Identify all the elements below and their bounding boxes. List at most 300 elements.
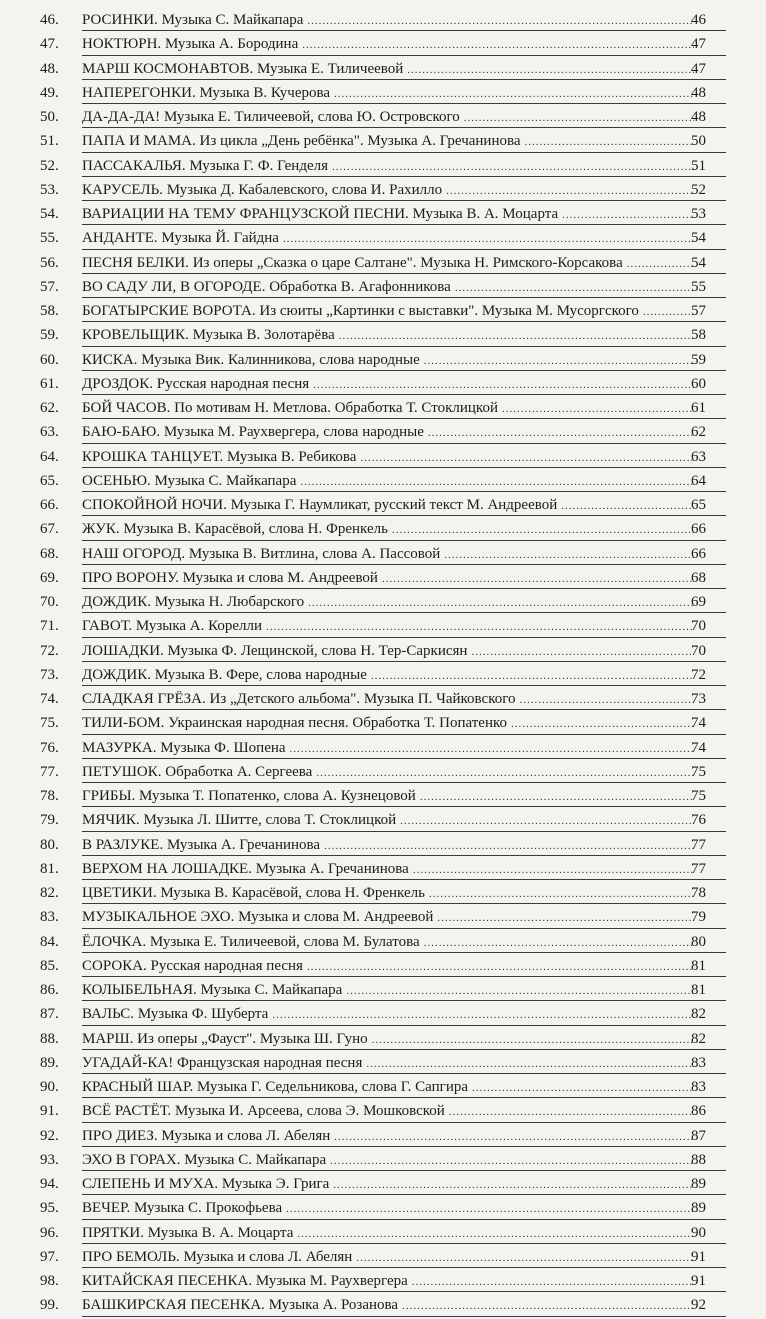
row-rule <box>82 1267 726 1268</box>
entry-page-number: 88 <box>691 1151 706 1168</box>
entry-number: 62. <box>40 400 59 416</box>
entry-description: Французская народная песня <box>173 1054 363 1071</box>
entry-page-number: 91 <box>691 1248 706 1265</box>
row-rule <box>82 1097 726 1098</box>
entry-page-number: 65 <box>691 497 706 513</box>
entry-page-number: 58 <box>691 327 706 344</box>
entry-title: ПАССАКАЛЬЯ. <box>82 157 186 174</box>
entry-number: 80. <box>40 836 59 853</box>
entry-page-number: 52 <box>691 181 706 198</box>
row-rule <box>82 443 726 444</box>
entry-page-number: 89 <box>691 1176 706 1192</box>
toc-entry <box>0 711 766 735</box>
entry-title: ОСЕНЬЮ. <box>82 472 151 489</box>
entry-description: Музыка Д. Кабалевского, слова И. Рахилло <box>162 181 443 198</box>
entry-title: НОКТЮРН. <box>82 36 162 53</box>
entry-number: 91. <box>40 1103 59 1120</box>
entry-number: 99. <box>40 1297 59 1314</box>
entry-title: ПРО ВОРОНУ. <box>82 569 179 586</box>
toc-entry <box>0 881 766 905</box>
entry-page-number: 77 <box>691 836 706 853</box>
row-rule <box>82 1073 726 1074</box>
entry-description: Музыка Ф. Шуберта <box>134 1006 269 1023</box>
entry-number: 76. <box>40 739 59 756</box>
entry-title: БАШКИРСКАЯ ПЕСЕНКА. <box>82 1297 265 1314</box>
entry-number: 68. <box>40 545 59 562</box>
entry-page-number: 50 <box>691 133 706 150</box>
toc-entry <box>0 372 766 396</box>
entry-description: Музыка Е. Тиличеевой, слова М. Булатова <box>146 933 420 950</box>
entry-number: 70. <box>40 594 59 610</box>
entry-title: ПАПА И МАМА. <box>82 133 196 150</box>
entry-title: БОГАТЫРСКИЕ ВОРОТА. <box>82 303 256 319</box>
entry-number: 94. <box>40 1176 59 1192</box>
entry-title: В РАЗЛУКЕ. <box>82 836 164 853</box>
toc-entry <box>0 1099 766 1123</box>
toc-entry <box>0 202 766 226</box>
entry-page-number: 87 <box>691 1127 706 1144</box>
entry-title: МАЗУРКА. <box>82 739 157 756</box>
toc-entry <box>0 493 766 517</box>
entry-page-number: 55 <box>691 278 706 295</box>
toc-entry <box>0 663 766 687</box>
toc-entry <box>0 833 766 857</box>
entry-title: СЛАДКАЯ ГРЁЗА. <box>82 691 206 707</box>
entry-page-number: 54 <box>691 254 706 271</box>
toc-entry <box>0 1245 766 1269</box>
row-rule <box>82 394 726 395</box>
toc-entry <box>0 736 766 760</box>
toc-entry <box>0 760 766 784</box>
entry-page-number: 66 <box>691 545 706 562</box>
entry-description: Украинская народная песня. Обработка Т. Попатенко <box>164 715 508 732</box>
row-rule <box>82 370 726 371</box>
entry-number: 60. <box>40 351 59 368</box>
entry-number: 69. <box>40 569 59 586</box>
entry-title: УГАДАЙ-КА! <box>82 1054 174 1071</box>
row-rule <box>82 685 726 686</box>
entry-title: ГАВОТ. <box>82 618 133 635</box>
entry-description: Музыка Т. Попатенко, слова А. Кузнецовой <box>135 788 416 804</box>
row-rule <box>82 952 726 953</box>
row-rule <box>82 564 726 565</box>
entry-title: РОСИНКИ. <box>82 12 158 28</box>
entry-number: 52. <box>40 157 59 174</box>
entry-description: Музыка С. Майкапара <box>150 472 297 489</box>
toc-entry <box>0 396 766 420</box>
entry-title: ДОЖДИК. <box>82 594 151 610</box>
toc-entry <box>0 639 766 663</box>
entry-page-number: 54 <box>691 230 706 247</box>
entry-number: 81. <box>40 860 59 877</box>
entry-description: Музыка Ф. Лещинской, слова Н. Тер-Саркисян <box>163 642 468 659</box>
entry-page-number: 59 <box>691 351 706 368</box>
entry-description: Музыка А. Розанова <box>264 1297 399 1314</box>
entry-page-number: 72 <box>691 666 706 683</box>
entry-description: Музыка С. Майкапара <box>196 982 343 998</box>
entry-description: Обработка А. Сергеева <box>161 763 313 780</box>
entry-number: 66. <box>40 497 59 513</box>
entry-number: 88. <box>40 1030 59 1047</box>
entry-title: ДА-ДА-ДА! <box>82 109 161 125</box>
entry-number: 57. <box>40 278 59 295</box>
entry-description: Музыка А. Бородина <box>161 36 299 53</box>
entry-description: Музыка Вик. Калинникова, слова народные <box>137 351 420 368</box>
entry-description: Музыка Г. Седельникова, слова Г. Сапгира <box>193 1079 469 1095</box>
entry-title: ПРО ДИЕЗ. <box>82 1127 158 1144</box>
entry-title: БАЮ-БАЮ. <box>82 424 161 441</box>
entry-title: ГРИБЫ. <box>82 788 136 804</box>
entry-description: Музыка и слова М. Андреевой <box>234 909 434 926</box>
entry-page-number: 83 <box>691 1079 706 1095</box>
entry-description: Музыка А. Гречанинова <box>163 836 321 853</box>
toc-entry <box>0 905 766 929</box>
row-rule <box>82 346 726 347</box>
row-rule <box>82 515 726 516</box>
toc-entry <box>0 81 766 105</box>
toc-entry <box>0 445 766 469</box>
entry-title: КОЛЫБЕЛЬНАЯ. <box>82 982 197 998</box>
entry-number: 75. <box>40 715 59 732</box>
row-rule <box>82 491 726 492</box>
entry-description: Музыка М. Раухвергера, слова народные <box>160 424 424 441</box>
entry-description: Из „Детского альбома". Музыка П. Чайковского <box>205 691 516 707</box>
toc-entry <box>0 348 766 372</box>
entry-number: 49. <box>40 84 59 101</box>
entry-number: 93. <box>40 1151 59 1168</box>
entry-title: МЯЧИК. <box>82 812 140 829</box>
entry-title: АНДАНТЕ. <box>82 230 158 247</box>
entry-page-number: 63 <box>691 448 706 465</box>
row-rule <box>82 55 726 56</box>
entry-page-number: 51 <box>691 157 706 174</box>
toc-entry <box>0 154 766 178</box>
toc-entry <box>0 978 766 1002</box>
entry-number: 86. <box>40 982 59 998</box>
entry-page-number: 92 <box>691 1297 706 1314</box>
entry-description: Музыка и слова Л. Абелян <box>157 1127 331 1144</box>
toc-entry <box>0 1293 766 1317</box>
entry-page-number: 89 <box>691 1200 706 1217</box>
entry-description: Музыка А. Гречанинова <box>251 860 409 877</box>
row-rule <box>82 1000 726 1001</box>
row-rule <box>82 806 726 807</box>
toc-entry <box>0 57 766 81</box>
entry-description: Музыка В. Карасёвой, слова Н. Френкель <box>156 885 425 901</box>
entry-page-number: 66 <box>691 521 706 538</box>
entry-description: Музыка и слова Л. Абелян <box>179 1248 353 1265</box>
entry-number: 89. <box>40 1054 59 1071</box>
toc-entry <box>0 614 766 638</box>
entry-title: ТИЛИ-БОМ. <box>82 715 165 732</box>
row-rule <box>82 976 726 977</box>
entry-page-number: 81 <box>691 957 706 974</box>
entry-page-number: 74 <box>691 715 706 732</box>
entry-number: 74. <box>40 691 59 707</box>
entry-page-number: 61 <box>691 400 706 416</box>
entry-description: Музыка Н. Любарского <box>150 594 305 610</box>
row-rule <box>82 224 726 225</box>
entry-number: 55. <box>40 230 59 247</box>
entry-page-number: 79 <box>691 909 706 926</box>
entry-description: Музыка В. Ребикова <box>223 448 357 465</box>
entry-description: Из оперы „Фауст". Музыка Ш. Гуно <box>133 1030 368 1047</box>
entry-number: 95. <box>40 1200 59 1217</box>
entry-page-number: 69 <box>691 594 706 610</box>
row-rule <box>82 903 726 904</box>
row-rule <box>82 467 726 468</box>
entry-title: СОРОКА. <box>82 957 147 974</box>
entry-page-number: 47 <box>691 36 706 53</box>
entry-number: 47. <box>40 36 59 53</box>
toc-entry <box>0 1002 766 1026</box>
toc-entry <box>0 226 766 250</box>
toc-entry <box>0 784 766 808</box>
entry-page-number: 86 <box>691 1103 706 1120</box>
row-rule <box>82 637 726 638</box>
entry-description: Русская народная песня <box>153 375 310 392</box>
toc-entry <box>0 1051 766 1075</box>
entry-number: 54. <box>40 206 59 222</box>
entry-number: 67. <box>40 521 59 538</box>
entry-title: ДРОЗДОК. <box>82 375 154 392</box>
entry-description: Обработка В. Агафонникова <box>265 278 451 295</box>
entry-number: 71. <box>40 618 59 635</box>
entry-page-number: 90 <box>691 1224 706 1241</box>
toc-entry <box>0 1269 766 1293</box>
entry-number: 92. <box>40 1127 59 1144</box>
toc-entry <box>0 517 766 541</box>
entry-description: Музыка С. Майкапара <box>180 1151 327 1168</box>
row-rule <box>82 612 726 613</box>
row-rule <box>82 200 726 201</box>
entry-title: ВАЛЬС. <box>82 1006 135 1023</box>
entry-description: Музыка Э. Грига <box>218 1176 330 1192</box>
toc-entry <box>0 1196 766 1220</box>
entry-description: По мотивам Н. Метлова. Обработка Т. Стоклицкой <box>170 400 498 416</box>
row-rule <box>82 1219 726 1220</box>
row-rule <box>82 30 726 31</box>
toc-entry <box>0 590 766 614</box>
row-rule <box>82 79 726 80</box>
row-rule <box>82 588 726 589</box>
row-rule <box>82 540 726 541</box>
row-rule <box>82 782 726 783</box>
entry-page-number: 47 <box>691 60 706 77</box>
entry-title: ВО САДУ ЛИ, В ОГОРОДЕ. <box>82 278 266 295</box>
row-rule <box>82 855 726 856</box>
entry-title: ПЕТУШОК. <box>82 763 162 780</box>
entry-description: Музыка Г. Ф. Генделя <box>185 157 328 174</box>
toc-entry <box>0 178 766 202</box>
row-rule <box>82 1243 726 1244</box>
row-rule <box>82 661 726 662</box>
toc-entry <box>0 323 766 347</box>
entry-number: 96. <box>40 1224 59 1241</box>
entry-title: ВАРИАЦИИ НА ТЕМУ ФРАНЦУЗСКОЙ ПЕСНИ. <box>82 206 409 222</box>
toc-entry <box>0 32 766 56</box>
entry-title: КИСКА. <box>82 351 138 368</box>
entry-page-number: 76 <box>691 812 706 829</box>
entry-page-number: 57 <box>691 303 706 319</box>
entry-description: Музыка С. Майкапара <box>157 12 304 28</box>
entry-page-number: 75 <box>691 788 706 804</box>
row-rule <box>82 1025 726 1026</box>
row-rule <box>82 418 726 419</box>
entry-number: 63. <box>40 424 59 441</box>
toc-entry <box>0 954 766 978</box>
toc-entry <box>0 1075 766 1099</box>
entry-number: 84. <box>40 933 59 950</box>
row-rule <box>82 1194 726 1195</box>
entry-title: ЖУК. <box>82 521 120 538</box>
entry-title: ДОЖДИК. <box>82 666 151 683</box>
entry-page-number: 64 <box>691 472 706 489</box>
entry-title: ЦВЕТИКИ. <box>82 885 157 901</box>
row-rule <box>82 152 726 153</box>
row-rule <box>82 1170 726 1171</box>
entry-title: БОЙ ЧАСОВ. <box>82 400 171 416</box>
row-rule <box>82 273 726 274</box>
entry-number: 85. <box>40 957 59 974</box>
entry-number: 79. <box>40 812 59 829</box>
entry-title: КРОШКА ТАНЦУЕТ. <box>82 448 224 465</box>
entry-number: 73. <box>40 666 59 683</box>
toc-entry <box>0 542 766 566</box>
entry-title: СЛЕПЕНЬ И МУХА. <box>82 1176 219 1192</box>
row-rule <box>82 297 726 298</box>
row-rule <box>82 1316 726 1317</box>
entry-title: КИТАЙСКАЯ ПЕСЕНКА. <box>82 1273 253 1289</box>
row-rule <box>82 1049 726 1050</box>
toc-entry <box>0 857 766 881</box>
entry-description: Музыка В. Фере, слова народные <box>150 666 367 683</box>
entry-description: Музыка В. А. Моцарта <box>144 1224 294 1241</box>
toc-entry <box>0 1148 766 1172</box>
entry-number: 58. <box>40 303 59 319</box>
entry-number: 64. <box>40 448 59 465</box>
row-rule <box>82 176 726 177</box>
entry-number: 98. <box>40 1273 59 1289</box>
toc-entry <box>0 687 766 711</box>
entry-description: Музыка В. Витлина, слова А. Пассовой <box>185 545 441 562</box>
entry-page-number: 81 <box>691 982 706 998</box>
entry-description: Музыка Й. Гайдна <box>157 230 279 247</box>
entry-title: КРАСНЫЙ ШАР. <box>82 1079 194 1095</box>
entry-page-number: 60 <box>691 375 706 392</box>
entry-description: Из цикла „День ребёнка". Музыка А. Гречанинова <box>195 133 521 150</box>
entry-page-number: 82 <box>691 1030 706 1047</box>
entry-number: 51. <box>40 133 59 150</box>
entry-title: ЭХО В ГОРАХ. <box>82 1151 181 1168</box>
entry-title: ВСЁ РАСТЁТ. <box>82 1103 172 1120</box>
entry-title: ПРЯТКИ. <box>82 1224 144 1241</box>
entry-page-number: 70 <box>691 642 706 659</box>
entry-description: Музыка Е. Тиличеевой <box>253 60 404 77</box>
row-rule <box>82 249 726 250</box>
entry-page-number: 78 <box>691 885 706 901</box>
entry-number: 53. <box>40 181 59 198</box>
entry-number: 59. <box>40 327 59 344</box>
entry-description: Музыка И. Арсеева, слова Э. Мошковской <box>171 1103 445 1120</box>
entry-number: 83. <box>40 909 59 926</box>
row-rule <box>82 1291 726 1292</box>
entry-title: НАШ ОГОРОД. <box>82 545 186 562</box>
entry-number: 48. <box>40 60 59 77</box>
entry-number: 82. <box>40 885 59 901</box>
toc-entry <box>0 1172 766 1196</box>
toc-entry <box>0 420 766 444</box>
row-rule <box>82 879 726 880</box>
entry-description: Из оперы „Сказка о царе Салтане". Музыка Н. Римского-Корсакова <box>188 254 623 271</box>
toc-entry <box>0 1221 766 1245</box>
entry-title: МАРШ КОСМОНАВТОВ. <box>82 60 254 77</box>
entry-title: КРОВЕЛЬЩИК. <box>82 327 189 344</box>
entry-description: Музыка С. Прокофьева <box>130 1200 283 1217</box>
toc-entry <box>0 105 766 129</box>
entry-title: КАРУСЕЛЬ. <box>82 181 163 198</box>
entry-page-number: 70 <box>691 618 706 635</box>
entry-page-number: 91 <box>691 1273 706 1289</box>
entry-description: Музыка В. Карасёвой, слова Н. Френкель <box>119 521 388 538</box>
entry-title: ПРО БЕМОЛЬ. <box>82 1248 180 1265</box>
entry-page-number: 82 <box>691 1006 706 1023</box>
entry-page-number: 77 <box>691 860 706 877</box>
entry-page-number: 75 <box>691 763 706 780</box>
entry-number: 65. <box>40 472 59 489</box>
entry-title: МУЗЫКАЛЬНОЕ ЭХО. <box>82 909 235 926</box>
entry-number: 72. <box>40 642 59 659</box>
toc-entry <box>0 566 766 590</box>
entry-number: 87. <box>40 1006 59 1023</box>
toc-entry <box>0 930 766 954</box>
row-rule <box>82 928 726 929</box>
row-rule <box>82 758 726 759</box>
entry-description: Музыка Ф. Шопена <box>156 739 286 756</box>
entry-number: 56. <box>40 254 59 271</box>
entry-page-number: 83 <box>691 1054 706 1071</box>
entry-title: СПОКОЙНОЙ НОЧИ. <box>82 497 227 513</box>
entry-description: Музыка В. Золотарёва <box>188 327 335 344</box>
toc-entry <box>0 1027 766 1051</box>
entry-title: ЛОШАДКИ. <box>82 642 164 659</box>
toc-entry <box>0 299 766 323</box>
entry-number: 97. <box>40 1248 59 1265</box>
entry-title: МАРШ. <box>82 1030 134 1047</box>
entry-description: Музыка В. Кучерова <box>195 84 331 101</box>
entry-title: НАПЕРЕГОНКИ. <box>82 84 196 101</box>
entry-number: 78. <box>40 788 59 804</box>
entry-description: Из сюиты „Картинки с выставки". Музыка М. Мусоргского <box>255 303 639 319</box>
entry-description: Музыка и слова М. Андреевой <box>178 569 378 586</box>
entry-number: 77. <box>40 763 59 780</box>
entry-description: Русская народная песня <box>146 957 303 974</box>
row-rule <box>82 127 726 128</box>
entry-description: Музыка А. Корелли <box>132 618 263 635</box>
toc-entry <box>0 469 766 493</box>
entry-title: ВЕРХОМ НА ЛОШАДКЕ. <box>82 860 252 877</box>
entry-title: ПЕСНЯ БЕЛКИ. <box>82 254 189 271</box>
entry-page-number: 46 <box>691 12 706 28</box>
entry-page-number: 48 <box>691 84 706 101</box>
entry-page-number: 53 <box>691 206 706 222</box>
entry-description: Музыка Е. Тиличеевой, слова Ю. Островского <box>160 109 460 125</box>
entry-page-number: 73 <box>691 691 706 707</box>
row-rule <box>82 103 726 104</box>
entry-description: Музыка В. А. Моцарта <box>408 206 559 222</box>
toc-entry <box>0 251 766 275</box>
entry-number: 90. <box>40 1079 59 1095</box>
